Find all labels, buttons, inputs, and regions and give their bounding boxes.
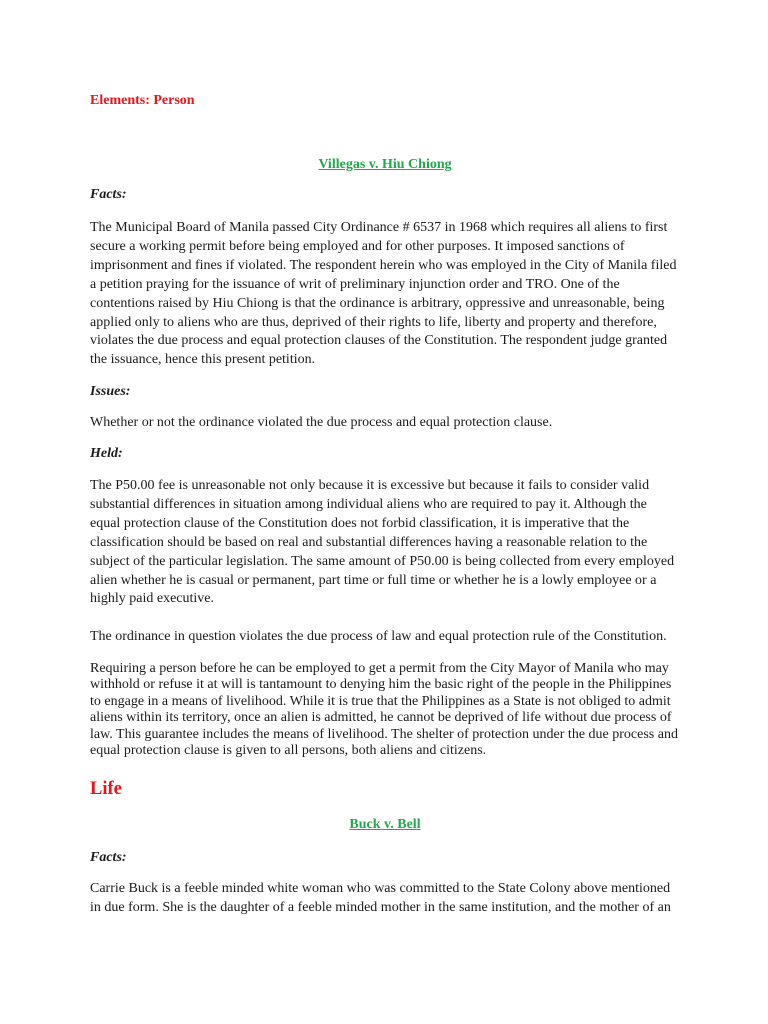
facts-label-2: Facts: — [90, 850, 127, 865]
held-label: Held: — [90, 446, 123, 461]
case-title-villegas: Villegas v. Hiu Chiong — [318, 157, 452, 172]
section-heading: Elements: Person — [90, 93, 195, 108]
case-title-buck: Buck v. Bell — [349, 817, 421, 832]
facts-paragraph-2: Carrie Buck is a feeble minded white woman who was committed to the State Colony above mentioned in due form. She is the daughter of a feeble minded mother in the same institution, and the mother of an — [90, 881, 671, 915]
issues-paragraph: Whether or not the ordinance violated the due process and equal protection clause. — [90, 415, 553, 430]
life-heading: Life — [90, 779, 122, 799]
facts-label: Facts: — [90, 187, 127, 202]
facts-paragraph: The Municipal Board of Manila passed City Ordinance # 6537 in 1968 which requires all aliens to first secure a working permit before being employed and for other purposes. It imposed sanctions of imprisonment and fines if violated. The respondent herein who was employed in the City of Manila filed a petition praying for the issuance of writ of preliminary injunction order and TRO. One of the contentions raised by Hiu Chiong is that the ordinance is arbitrary, oppressive and unreasonable, being applied only to aliens who are thus, deprived of their rights to life, liberty and property and therefore, violates the due process and equal protection clauses of the Constitution. The respondent judge granted the issuance, hence this present petition. — [90, 220, 677, 368]
held-paragraph-1: The P50.00 fee is unreasonable not only because it is excessive but because it fails to consider valid substantial differences in situation among individual aliens who are required to pay it. Although the equal protection clause of the Constitution does not forbid classification, it is imperative that the classification should be based on real and substantial differences having a reasonable relation to the subject of the particular legislation. The same amount of P50.00 is being collected from every employed alien whether he is casual or permanent, part time or full time or whether he is a lowly employee or a highly paid executive. — [90, 478, 675, 607]
issues-label: Issues: — [90, 384, 131, 399]
held-paragraph-3: Requiring a person before he can be employed to get a permit from the City Mayor of Manila who may withhold or refuse it at will is tantamount to denying him the basic right of the people in the Philippines to engage in a means of livelihood. While it is true that the Philippines as a State is not obliged to admit aliens within its territory, once an alien is admitted, he cannot be deprived of life without due process of law. This guarantee includes the means of livelihood. The shelter of protection under the due process and equal protection clause is given to all persons, both aliens and citizens. — [90, 661, 678, 759]
held-paragraph-2: The ordinance in question violates the due process of law and equal protection rule of the Constitution. — [90, 629, 667, 644]
